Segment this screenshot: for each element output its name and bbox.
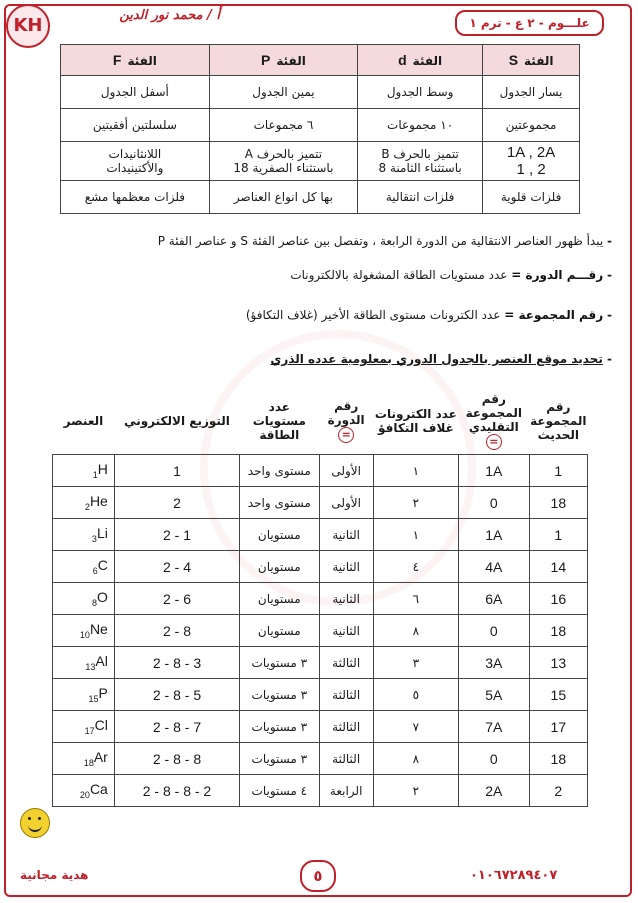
element-symbol-cell [53,615,115,647]
atomic-number: 2 [84,501,90,512]
col-valence-electrons: عدد الكترونات غلاف التكافؤ [374,407,457,435]
element-row [53,647,588,679]
element-config-cell: 2 - 8 [114,615,239,647]
element-symbol: Cl [94,717,108,734]
element-symbol: P [98,685,108,702]
note-locate-element: - تحديد موقع العنصر بالجدول الدوري بمعلومية عدده الذري [270,352,612,366]
element-row [53,455,588,487]
block-d-header: الفئةd [358,45,483,76]
element-modern-cell: 13 [529,647,587,679]
element-levels-cell: مستويان [240,519,319,551]
note-transition-elements: - يبدأ ظهور العناصر الانتقالية من الدورة الرابعة ، وتفصل بين عناصر الفئة S و عناصر الفئة P [157,234,612,248]
col-period: رقم الدورة = [327,399,365,441]
blocks-row [61,109,580,142]
atomic-number: 15 [88,693,99,704]
element-traditional-cell: 0 [458,487,529,519]
element-row [53,711,588,743]
note-group-number: - رقم المجموعة = عدد الكترونات مستوى الطاقة الأخير (غلاف التكافؤ) [245,308,612,322]
blocks-cell: سلسلتين أفقيتين [61,109,210,142]
element-row [53,519,588,551]
blocks-row [61,76,580,109]
element-traditional-cell: 4A [458,551,529,583]
element-symbol: Ar [93,749,108,766]
element-period-cell: الثانية [319,551,373,583]
blocks-cell: يمين الجدول [209,76,357,109]
element-modern-cell: 17 [529,711,587,743]
element-period-cell: الثالثة [319,743,373,775]
element-valence-cell: ٨ [373,743,458,775]
element-symbol-cell [53,519,115,551]
element-period-cell: الثالثة [319,679,373,711]
blocks-cell: وسط الجدول [358,76,483,109]
element-config-cell: 2 - 8 - 8 - 2 [114,775,239,807]
element-traditional-cell: 0 [458,615,529,647]
element-valence-cell: ٤ [373,551,458,583]
blocks-cell: 1A , 2A 1 , 2 [483,142,580,181]
element-period-cell: الرابعة [319,775,373,807]
element-symbol: H [97,461,108,478]
block-s-header: الفئةS [483,45,580,76]
element-modern-cell: 18 [529,487,587,519]
element-symbol: Al [95,653,108,670]
col-configuration: التوزيع الالكتروني [124,414,230,428]
element-symbol-cell [53,775,115,807]
atomic-number: 3 [91,533,97,544]
page-number: ٥ [300,860,336,892]
phone-number: ٠١٠٦٧٢٨٩٤٠٧ [470,868,558,883]
element-traditional-cell: 1A [458,519,529,551]
block-p-header: الفئةP [209,45,357,76]
element-valence-cell: ٥ [373,679,458,711]
element-period-cell: الثانية [319,519,373,551]
element-modern-cell: 15 [529,679,587,711]
element-valence-cell: ٦ [373,583,458,615]
element-symbol-cell [53,647,115,679]
element-symbol: Li [96,525,108,542]
element-levels-cell: مستويان [240,551,319,583]
element-row [53,551,588,583]
blocks-cell: تتميز بالحرف A باستثناء الصفرية 18 [209,142,357,181]
element-modern-cell: 14 [529,551,587,583]
blocks-cell: مجموعتين [483,109,580,142]
element-valence-cell: ٧ [373,711,458,743]
blocks-table [60,44,580,214]
element-modern-cell: 18 [529,743,587,775]
element-row [53,487,588,519]
element-valence-cell: ٢ [373,487,458,519]
element-symbol: Ne [89,621,108,638]
element-levels-cell: مستوى واحد [240,487,319,519]
element-config-cell: 2 [114,487,239,519]
blocks-cell: فلزات معظمها مشع [61,181,210,214]
teacher-name: أ / محمد نور الدين [119,8,220,23]
element-period-cell: الثانية [319,583,373,615]
element-modern-cell: 1 [529,455,587,487]
element-levels-cell: ٣ مستويات [240,679,319,711]
note-period-number: - رقـــم الدورة = عدد مستويات الطاقة المشغولة بالالكترونات [290,268,612,282]
col-modern-group: رقم المجموعة الحديث [530,400,587,442]
atomic-number: 18 [83,757,94,768]
element-period-cell: الأولى [319,455,373,487]
blocks-row [61,142,580,181]
element-symbol-cell [53,487,115,519]
atomic-number: 17 [84,725,95,736]
element-symbol-cell [53,679,115,711]
element-traditional-cell: 2A [458,775,529,807]
element-period-cell: الأولى [319,487,373,519]
element-config-cell: 2 - 8 - 7 [114,711,239,743]
element-symbol-cell [53,711,115,743]
element-modern-cell: 1 [529,519,587,551]
element-symbol: Ca [89,781,108,798]
element-traditional-cell: 6A [458,583,529,615]
element-row [53,679,588,711]
smiley-icon [20,808,50,838]
element-symbol-cell [53,583,115,615]
element-traditional-cell: 0 [458,743,529,775]
element-symbol: He [89,493,108,510]
element-config-cell: 1 [114,455,239,487]
blocks-header-row [61,45,580,76]
atomic-number: 10 [79,629,90,640]
atomic-number: 8 [91,597,97,608]
atomic-number: 6 [92,565,98,576]
atomic-number: 1 [92,469,98,480]
blocks-cell: ١٠ مجموعات [358,109,483,142]
element-levels-cell: مستويان [240,615,319,647]
element-config-cell: 2 - 8 - 5 [114,679,239,711]
element-traditional-cell: 1A [458,455,529,487]
element-levels-cell: ٣ مستويات [240,711,319,743]
element-traditional-cell: 5A [458,679,529,711]
element-config-cell: 2 - 8 - 8 [114,743,239,775]
element-period-cell: الثالثة [319,647,373,679]
element-valence-cell: ٣ [373,647,458,679]
element-period-cell: الثانية [319,615,373,647]
element-modern-cell: 2 [529,775,587,807]
page-title: علـــوم - ٢ ع - ترم ١ [455,10,604,36]
element-valence-cell: ١ [373,519,458,551]
element-config-cell: 2 - 1 [114,519,239,551]
blocks-cell: فلزات قلوية [483,181,580,214]
equals-sign: = [486,434,502,450]
blocks-cell: ٦ مجموعات [209,109,357,142]
equals-sign: = [338,427,354,443]
element-config-cell: 2 - 6 [114,583,239,615]
element-row [53,775,588,807]
element-symbol-cell [53,455,115,487]
element-traditional-cell: 7A [458,711,529,743]
element-modern-cell: 16 [529,583,587,615]
block-f-header: الفئةF [61,45,210,76]
col-element: العنصر [63,414,104,428]
atomic-number: 13 [85,661,96,672]
element-row [53,615,588,647]
element-period-cell: الثالثة [319,711,373,743]
col-energy-levels: عدد مستويات الطاقة [252,400,306,442]
blocks-row [61,181,580,214]
element-levels-cell: ٣ مستويات [240,743,319,775]
element-modern-cell: 18 [529,615,587,647]
elements-table [52,388,588,807]
element-symbol: C [97,557,108,574]
element-levels-cell: مستوى واحد [240,455,319,487]
free-gift-label: هدية مجانية [20,868,89,882]
element-symbol: O [96,589,108,606]
blocks-cell: يسار الجدول [483,76,580,109]
element-valence-cell: ١ [373,455,458,487]
element-valence-cell: ٨ [373,615,458,647]
elements-header-row [53,388,588,455]
blocks-cell: أسفل الجدول [61,76,210,109]
atomic-number: 20 [79,789,90,800]
blocks-cell: تتميز بالحرف B باستثناء الثامنة 8 [358,142,483,181]
element-config-cell: 2 - 8 - 3 [114,647,239,679]
element-row [53,743,588,775]
element-valence-cell: ٢ [373,775,458,807]
col-traditional-group: رقم المجموعة التقليدي = [465,392,522,448]
element-symbol-cell [53,551,115,583]
element-levels-cell: ٣ مستويات [240,647,319,679]
element-row [53,583,588,615]
teacher-logo: KH [6,4,50,48]
element-levels-cell: ٤ مستويات [240,775,319,807]
blocks-cell: فلزات انتقالية [358,181,483,214]
element-traditional-cell: 3A [458,647,529,679]
element-config-cell: 2 - 4 [114,551,239,583]
element-symbol-cell [53,743,115,775]
blocks-cell: اللانثانيدات والأكتينيدات [61,142,210,181]
element-levels-cell: مستويان [240,583,319,615]
blocks-cell: بها كل انواع العناصر [209,181,357,214]
